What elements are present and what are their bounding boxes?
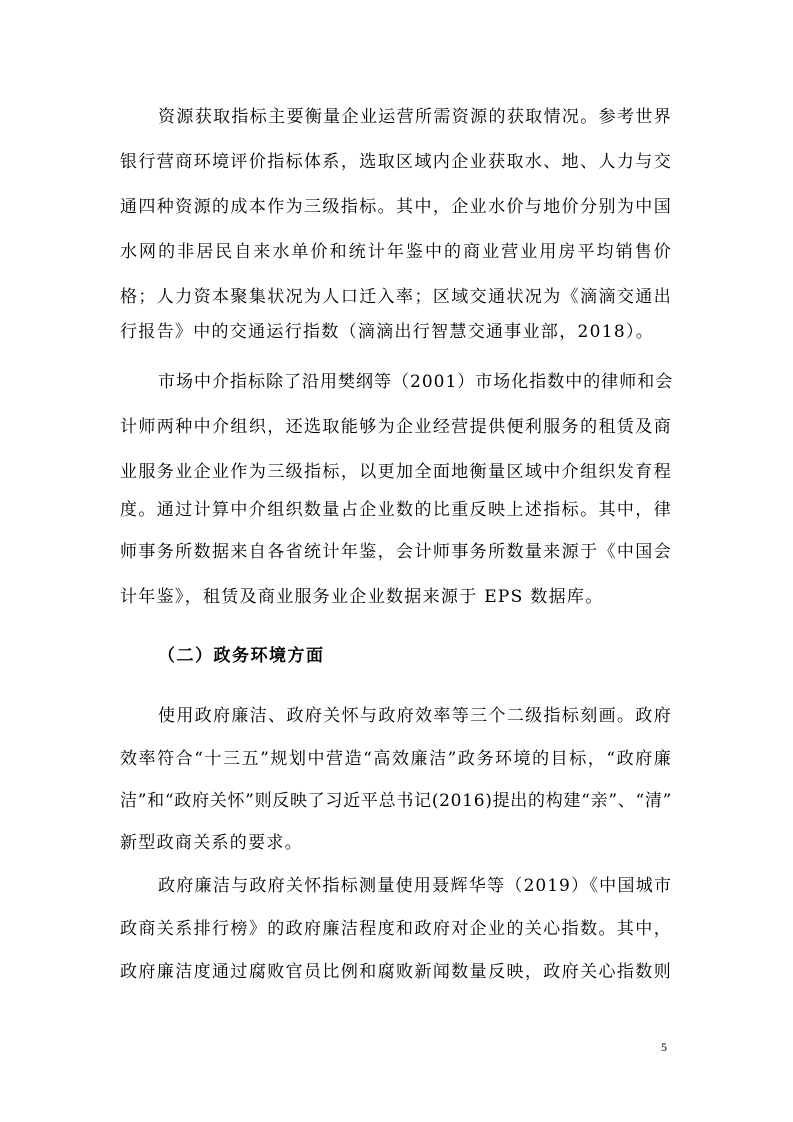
paragraph-3-line-4: 新型政商关系的要求。: [120, 833, 303, 853]
paragraph-2-line-3: 业服务业企业作为三级指标，以更加全面地衡量区域中介组织发育程: [120, 462, 672, 482]
page-number: 5: [661, 1040, 667, 1054]
paragraph-2-line-4: 度。通过计算中介组织数量占企业数的比重反映上述指标。其中，律: [120, 500, 672, 520]
paragraph-3-line-1: 使用政府廉洁、政府关怀与政府效率等三个二级指标刻画。政府: [158, 706, 672, 726]
paragraph-4-line-1: 政府廉洁与政府关怀指标测量使用聂辉华等（2019）《中国城市: [158, 876, 672, 896]
paragraph-3-line-2: 效率符合“十三五”规划中营造“高效廉洁”政务环境的目标，“政府廉: [120, 749, 672, 769]
paragraph-2-line-5: 师事务所数据来自各省统计年鉴，会计师事务所数量来源于《中国会: [120, 542, 672, 562]
paragraph-4-line-2: 政商关系排行榜》的政府廉洁程度和政府对企业的关心指数。其中，: [120, 919, 672, 939]
paragraph-2-line-2: 计师两种中介组织，还选取能够为企业经营提供便利服务的租赁及商: [120, 417, 672, 437]
paragraph-3-line-3: 洁”和“政府关怀”则反映了习近平总书记(2016)提出的构建“亲”、“清”: [120, 791, 672, 811]
paragraph-1-line-2: 银行营商环境评价指标体系，选取区域内企业获取水、地、人力与交: [120, 152, 672, 172]
paragraph-2-line-1: 市场中介指标除了沿用樊纲等（2001）市场化指数中的律师和会: [158, 372, 674, 392]
paragraph-1-line-1: 资源获取指标主要衡量企业运营所需资源的获取情况。参考世界: [158, 107, 672, 127]
paragraph-1-line-3: 通四种资源的成本作为三级指标。其中，企业水价与地价分别为中国: [120, 197, 672, 217]
paragraph-4-line-3: 政府廉洁度通过腐败官员比例和腐败新闻数量反映，政府关心指数则: [120, 962, 672, 982]
paragraph-2-line-6: 计年鉴》，租赁及商业服务业企业数据来源于 EPS 数据库。: [120, 587, 604, 607]
paragraph-1-line-5: 格；人力资本聚集状况为人口迁入率；区域交通状况为《滴滴交通出: [120, 287, 672, 307]
paragraph-1-line-4: 水网的非居民自来水单价和统计年鉴中的商业营业用房平均销售价: [120, 242, 672, 262]
section-heading: （二）政务环境方面: [158, 646, 325, 666]
paragraph-1-line-6: 行报告》中的交通运行指数（滴滴出行智慧交通事业部，2018）。: [120, 322, 655, 342]
